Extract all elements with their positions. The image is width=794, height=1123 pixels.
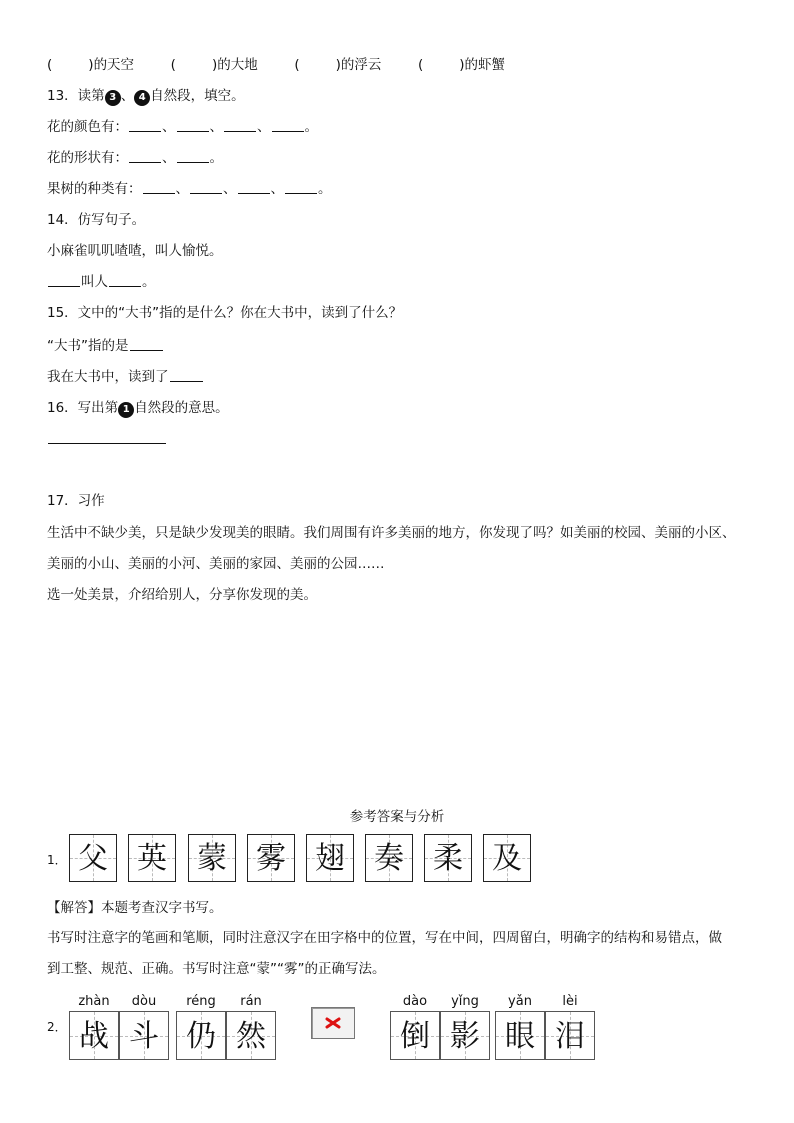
answer-1-number: 1． [47, 853, 67, 867]
answers-heading: 参考答案与分析 [349, 809, 445, 825]
q17-title: 17．习作 [47, 493, 105, 509]
q14-title: 14．仿写句子。 [47, 212, 146, 228]
tianzige-box [119, 1011, 169, 1060]
tianzige-box [440, 1011, 490, 1060]
answer-1-paragraph-2: 到工整、规范、正确。书写时注意“蒙”“雾”的正确写法。 [47, 961, 386, 977]
tianzige-box [306, 834, 354, 882]
q15-answer-2: 我在大书中，读到了 [47, 368, 204, 386]
answer-character: 战 [79, 1019, 109, 1054]
tianzige-box [188, 834, 236, 882]
answer-blank[interactable] [177, 119, 209, 132]
answer-blank[interactable] [190, 181, 222, 194]
q15-title: 15．文中的“大书”指的是什么？你在大书中，读到了什么？ [47, 305, 403, 321]
answer-blank[interactable] [48, 274, 80, 287]
answer-character: 然 [236, 1019, 266, 1054]
answer-character: 泪 [555, 1019, 585, 1054]
answer-blank[interactable] [224, 119, 256, 132]
pinyin-label: dòu [131, 994, 157, 1009]
q17-paragraph-2: 美丽的小山、美丽的小河、美丽的家园、美丽的公园…… [47, 556, 385, 572]
tianzige-box [424, 834, 472, 882]
tianzige-box [495, 1011, 545, 1060]
q12-item: 的天空 [93, 57, 135, 73]
pinyin-label: zhàn [78, 994, 110, 1009]
tianzige-box [128, 834, 176, 882]
answer-character: 奏 [374, 841, 404, 876]
tianzige-box [365, 834, 413, 882]
tianzige-box [69, 1011, 119, 1060]
answer-blank[interactable] [238, 181, 270, 194]
answer-blank[interactable] [177, 150, 209, 163]
q13-fruits: 果树的种类有： 、 、 、 。 [47, 181, 332, 197]
tianzige-box [176, 1011, 226, 1060]
q17-paragraph-3: 选一处美景，介绍给别人，分享你发现的美。 [47, 587, 317, 603]
answer-blank[interactable] [272, 119, 304, 132]
tianzige-box [69, 834, 117, 882]
q12-item: 的浮云 [340, 57, 382, 73]
q12-item: 的虾蟹 [464, 57, 506, 73]
answer-character: 英 [137, 841, 167, 876]
circled-number: 4 [134, 90, 150, 106]
circled-number: 3 [105, 90, 121, 106]
answer-character: 倒 [400, 1019, 430, 1054]
answer-blank[interactable] [143, 181, 175, 194]
q13-title: 13．读第 3 、 4 自然段，填空。 [47, 88, 245, 104]
q14-pattern: 叫人 。 [47, 273, 156, 291]
pinyin-label: lèi [562, 994, 578, 1009]
answer-character: 仍 [186, 1019, 216, 1054]
pinyin-label: réng [186, 994, 216, 1009]
q12-line: ( )的天空 ( )的大地 ( )的浮云 ( )的虾蟹 [47, 57, 506, 73]
answer-blank[interactable] [109, 274, 141, 287]
tianzige-box [247, 834, 295, 882]
answer-character: 斗 [129, 1019, 159, 1054]
circled-number: 1 [118, 402, 134, 418]
pinyin-label: yǐng [451, 994, 479, 1009]
q13-colors: 花的颜色有： 、 、 、 。 [47, 119, 318, 135]
tianzige-box [390, 1011, 440, 1060]
tianzige-box [545, 1011, 595, 1060]
answer-character: 柔 [433, 841, 463, 876]
answer-blank[interactable] [48, 431, 166, 444]
answer-character: 父 [78, 841, 108, 876]
answer-character: 及 [492, 841, 522, 876]
answer-character: 眼 [505, 1019, 535, 1054]
q16-title: 16．写出第 1 自然段的意思。 [47, 400, 229, 416]
tianzige-box [483, 834, 531, 882]
broken-image-icon [311, 1007, 355, 1039]
answer-2-number: 2． [47, 1020, 67, 1034]
q13-shapes: 花的形状有： 、 。 [47, 150, 223, 166]
q16-answer-line [47, 430, 167, 448]
q14-example: 小麻雀叽叽喳喳，叫人愉悦。 [47, 243, 223, 259]
answer-blank[interactable] [170, 369, 203, 382]
pinyin-label: dào [402, 994, 428, 1009]
pinyin-label: yǎn [508, 994, 532, 1009]
answer-1-paragraph-1: 书写时注意字的笔画和笔顺，同时注意汉字在田字格中的位置，写在中间，四周留白，明确字的结构和易错点，做 [47, 930, 722, 946]
answer-character: 翅 [315, 841, 345, 876]
q15-answer-1: “大书”指的是 [47, 337, 164, 355]
answer-blank[interactable] [285, 181, 317, 194]
q12-item: 的大地 [217, 57, 258, 73]
answer-blank[interactable] [129, 119, 161, 132]
pinyin-label: rán [240, 994, 262, 1009]
tianzige-box [226, 1011, 276, 1060]
answer-blank[interactable] [130, 338, 163, 351]
answer-1-label: 【解答】本题考查汉字书写。 [47, 900, 223, 916]
q17-paragraph-1: 生活中不缺少美，只是缺少发现美的眼睛。我们周围有许多美丽的地方，你发现了吗？如美丽的校园、美丽的小区、 [47, 525, 736, 541]
answer-blank[interactable] [129, 150, 161, 163]
answer-character: 蒙 [197, 841, 227, 876]
answer-character: 影 [450, 1019, 480, 1054]
answer-character: 雾 [256, 841, 286, 876]
